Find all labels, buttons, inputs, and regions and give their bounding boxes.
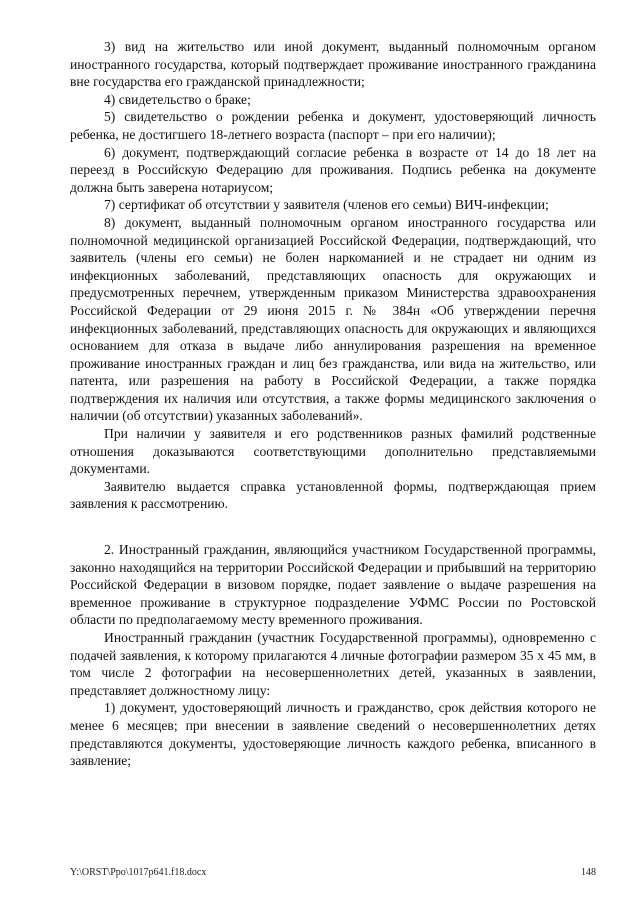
- list-item-1: 1) документ, удостоверяющий личность и гражданство, срок действия которого не менее 6 месяцев; при внесении в заявление сведений о несовершеннолетних детях представляются документы, удостоверяющие личность каждого ребенка, вписанного в заявление;: [70, 700, 596, 769]
- list-item-8: 8) документ, выданный полномочным органом иностранного государства или полномочной медицинской организацией Российской Федерации, подтверждающий, что заявитель (члены его семьи) не болен наркоманией и не страдает ни одним из инфекционных заболеваний, представляющих опасность для окружающих и предусмотренных перечнем, утвержденным приказом Министерства здравоохранения Российской Федерации от 29 июня 2015 г. № 384н «Об утверждении перечня инфекционных заболеваний, представляющих опасность для окружающих и являющихся основанием для отказа в выдаче либо аннулирования разрешения на временное проживание иностранных граждан и лиц без гражданства, или вида на жительство, или патента, или разрешения на работу в Российской Федерации, а также порядка подтверждения их наличия или отсутствия, а также формы медицинского заключения о наличии (об отсутствии) указанных заболеваний».: [70, 214, 596, 424]
- list-item-5: 5) свидетельство о рождении ребенка и документ, удостоверяющий личность ребенка, не достигшего 18-летнего возраста (паспорт – при его наличии);: [70, 109, 596, 142]
- paragraph-applicant-documents: Иностранный гражданин (участник Государственной программы), одновременно с подачей заявления, к которому прилагаются 4 личные фотографии размером 35 х 45 мм, в том числе 2 фотографии на несовершеннолетних детей, указанных в заявлении, представляет должностному лицу:: [70, 630, 596, 698]
- page-number: 148: [581, 867, 596, 878]
- list-item-6: 6) документ, подтверждающий согласие ребенка в возрасте от 14 до 18 лет на переезд в Российскую Федерацию для проживания. Подпись ребенка на документе должна быть заверена нотариусом;: [70, 144, 596, 195]
- footer-file-path: Y:\ORST\Ppo\1017p641.f18.docx: [70, 867, 207, 878]
- paragraph-certificate: Заявителю выдается справка установленной формы, подтверждающая прием заявления к рассмотрению.: [70, 478, 596, 512]
- paragraph-relatives: При наличии у заявителя и его родственников разных фамилий родственные отношения доказываются соответствующими дополнительно представляемыми документами.: [70, 426, 596, 477]
- document-body: [70, 38, 596, 770]
- page-footer: [70, 867, 596, 878]
- list-item-7: 7) сертификат об отсутствии у заявителя (членов его семьи) ВИЧ-инфекции;: [104, 197, 549, 213]
- list-item-4: 4) свидетельство о браке;: [104, 91, 251, 107]
- paragraph-section-2: 2. Иностранный гражданин, являющийся участником Государственной программы, законно находящийся на территории Российской Федерации и прибывший на территорию Российской Федерации в визовом порядке, подает заявление о выдаче разрешения на временное проживание в структурное подразделение УФМС России по Ростовской области по предполагаемому месту временного проживания.: [70, 542, 596, 628]
- section-gap: [70, 513, 596, 541]
- list-item-3: 3) вид на жительство или иной документ, выданный полномочным органом иностранного государства, который подтверждает проживание иностранного гражданина вне государства его гражданской принадлежности;: [70, 39, 596, 90]
